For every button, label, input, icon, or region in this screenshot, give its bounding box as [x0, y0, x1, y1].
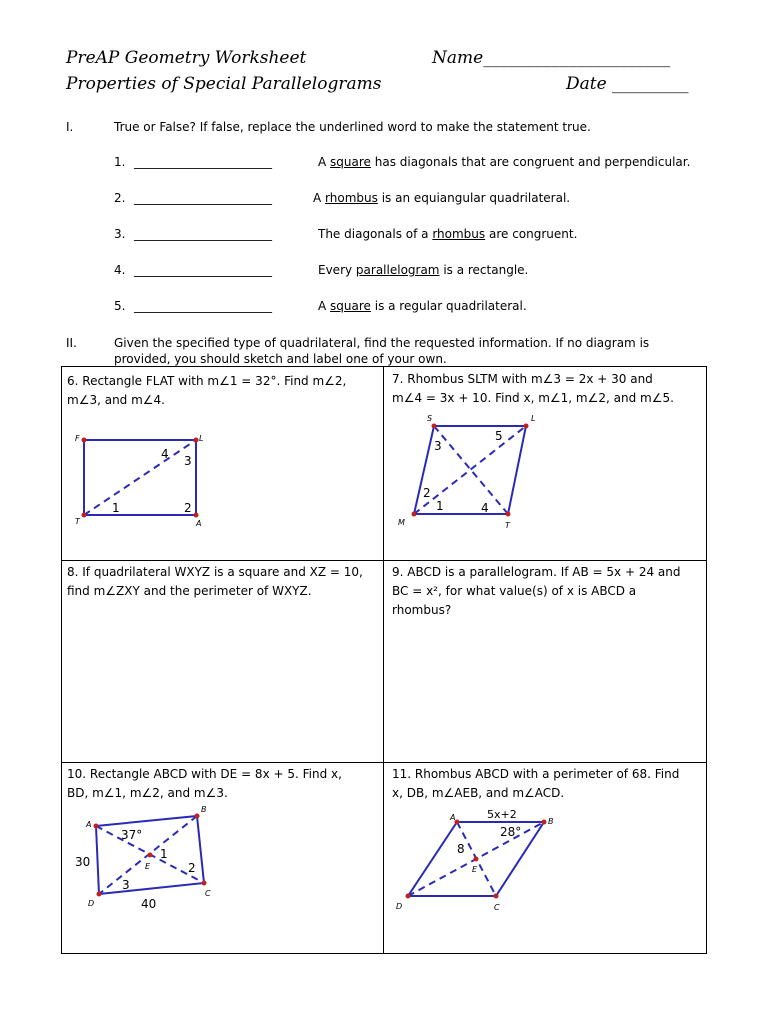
- vertex-label: M: [398, 518, 405, 527]
- problem-line: find m∠ZXY and the perimeter of WXYZ.: [67, 584, 312, 598]
- vertex-label: A: [196, 519, 202, 528]
- vertex-label: B: [548, 817, 554, 826]
- vertex-label: C: [494, 903, 500, 912]
- problem-line: 6. Rectangle FLAT with m∠1 = 32°. Find m∠2,: [67, 374, 347, 388]
- angle-label: 3: [122, 878, 130, 892]
- segment-label: 8: [457, 842, 465, 856]
- statement-text: The diagonals of a: [318, 227, 433, 241]
- underlined-word: square: [330, 155, 371, 169]
- angle-label: 1: [112, 501, 120, 515]
- vertex-label: L: [199, 434, 204, 443]
- statement-text: A: [318, 299, 331, 313]
- question-number: 3.: [114, 227, 126, 241]
- problem-line: 7. Rhombus SLTM with m∠3 = 2x + 30 and: [392, 372, 653, 386]
- underlined-word: parallelogram: [355, 263, 440, 277]
- section-2-instruction-line2: provided, you should sketch and label one of your own.: [114, 352, 447, 366]
- date-field[interactable]: Date _________: [566, 74, 689, 94]
- problem-line: rhombus?: [392, 603, 452, 617]
- answer-blank[interactable]: _______________________: [134, 263, 272, 277]
- angle-label: 5: [495, 429, 503, 443]
- statement-text: is a rectangle.: [439, 263, 529, 277]
- problem-line: m∠3, and m∠4.: [67, 393, 165, 407]
- vertex-label: A: [450, 813, 456, 822]
- statement-text: is a regular quadrilateral.: [370, 299, 527, 313]
- side-label: 30: [75, 855, 91, 869]
- statement-text: are congruent.: [485, 227, 578, 241]
- side-label: 5x+2: [487, 808, 517, 821]
- vertex-label: D: [88, 899, 95, 908]
- section-2-numeral: II.: [66, 336, 77, 350]
- angle-label: 2: [184, 501, 192, 515]
- problem-line: 11. Rhombus ABCD with a perimeter of 68. Find: [392, 767, 680, 781]
- answer-blank[interactable]: _______________________: [134, 299, 272, 313]
- problem-line: BD, m∠1, m∠2, and m∠3.: [67, 786, 228, 800]
- vertex-label: F: [75, 434, 80, 443]
- angle-label: 2: [188, 861, 196, 875]
- problem-line: BC = x², for what value(s) of x is ABCD a: [392, 584, 637, 598]
- name-field[interactable]: Name______________________: [432, 48, 671, 68]
- question-number: 2.: [114, 191, 126, 205]
- statement-text: A: [313, 191, 326, 205]
- statement-text: A: [318, 155, 331, 169]
- answer-blank[interactable]: _______________________: [134, 155, 272, 169]
- problem-line: 9. ABCD is a parallelogram. If AB = 5x + 24 and: [392, 565, 681, 579]
- vertex-label: T: [505, 521, 510, 530]
- section-1-instruction: True or False? If false, replace the underlined word to make the statement true.: [114, 120, 591, 134]
- statement-text: has diagonals that are congruent and perpendicular.: [370, 155, 691, 169]
- vertex-label: L: [531, 414, 536, 423]
- angle-label: 37°: [121, 828, 143, 842]
- answer-blank[interactable]: _______________________: [134, 227, 272, 241]
- angle-label: 3: [434, 439, 442, 453]
- vertex-label: D: [396, 902, 403, 911]
- vertex-label: S: [427, 414, 433, 423]
- vertex-label: E: [145, 862, 151, 871]
- underlined-word: rhombus: [325, 191, 378, 205]
- worksheet-title: PreAP Geometry Worksheet: [66, 48, 307, 68]
- angle-label: 28°: [500, 825, 522, 839]
- problem-line: 10. Rectangle ABCD with DE = 8x + 5. Find x,: [67, 767, 342, 781]
- question-number: 4.: [114, 263, 126, 277]
- angle-label: 1: [160, 847, 168, 861]
- vertex-label: C: [205, 889, 211, 898]
- statement-text: Every: [318, 263, 356, 277]
- question-number: 5.: [114, 299, 126, 313]
- side-label: 40: [141, 897, 157, 911]
- angle-label: 2: [423, 486, 431, 500]
- answer-blank[interactable]: _______________________: [134, 191, 272, 205]
- vertex-label: T: [75, 517, 80, 526]
- question-number: 1.: [114, 155, 126, 169]
- statement-text: is an equiangular quadrilateral.: [377, 191, 571, 205]
- angle-label: 3: [184, 454, 192, 468]
- vertex-label: A: [86, 820, 92, 829]
- problem-line: m∠4 = 3x + 10. Find x, m∠1, m∠2, and m∠5.: [392, 391, 674, 405]
- section-2-instruction-line1: Given the specified type of quadrilateral, find the requested information. If no diagram is: [114, 336, 650, 350]
- underlined-word: rhombus: [432, 227, 486, 241]
- worksheet-subtitle: Properties of Special Parallelograms: [66, 74, 382, 94]
- problem-line: 8. If quadrilateral WXYZ is a square and XZ = 10,: [67, 565, 363, 579]
- vertex-label: E: [472, 865, 478, 874]
- underlined-word: square: [330, 299, 371, 313]
- angle-label: 4: [481, 501, 489, 515]
- section-1-numeral: I.: [66, 120, 74, 134]
- angle-label: 4: [161, 447, 169, 461]
- problem-line: x, DB, m∠AEB, and m∠ACD.: [392, 786, 565, 800]
- angle-label: 1: [436, 499, 444, 513]
- vertex-label: B: [201, 805, 207, 814]
